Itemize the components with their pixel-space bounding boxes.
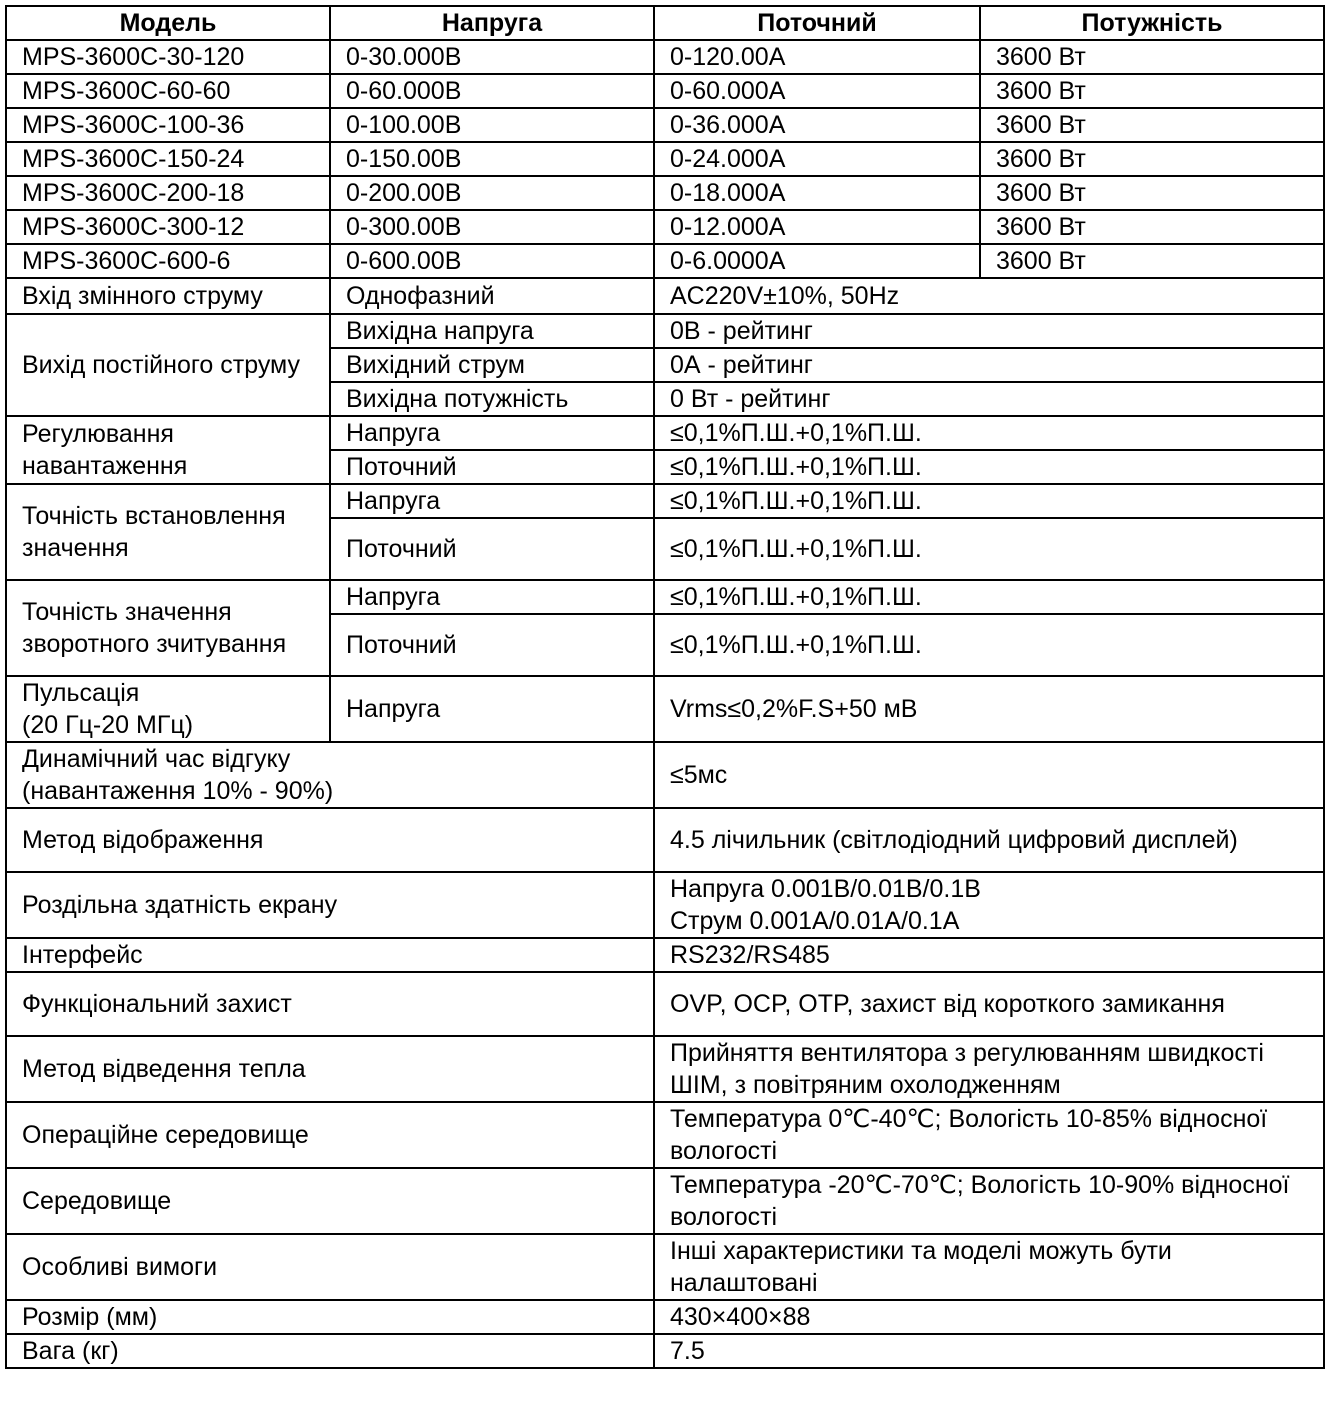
load-regulation-value: ≤0,1%П.Ш.+0,1%П.Ш.	[654, 450, 1324, 484]
model-row	[6, 108, 1324, 142]
load-regulation-label: Регулювання навантаження	[6, 416, 330, 484]
size-label: Розмір (мм)	[6, 1300, 654, 1334]
storage-env-label: Середовище	[6, 1168, 654, 1234]
size-value: 430×400×88	[654, 1300, 1324, 1334]
model-voltage: 0-60.000В	[330, 74, 654, 108]
cooling-value: Прийняття вентилятора з регулюванням швидкості ШІМ, з повітряним охолодженням	[654, 1036, 1324, 1102]
load-regulation-param: Напруга	[330, 416, 654, 450]
set-accuracy-row	[6, 484, 1324, 518]
weight-label: Вага (кг)	[6, 1334, 654, 1368]
dc-output-value: 0В - рейтинг	[654, 314, 1324, 348]
model-current: 0-18.000А	[654, 176, 980, 210]
display-resolution-row	[6, 872, 1324, 938]
dc-output-row	[6, 314, 1324, 348]
model-name: MPS-3600C-60-60	[6, 74, 330, 108]
readback-accuracy-label: Точність значення зворотного зчитування	[6, 580, 330, 676]
model-power: 3600 Вт	[980, 74, 1324, 108]
header-voltage: Напруга	[330, 6, 654, 40]
storage-env-row	[6, 1168, 1324, 1234]
model-current: 0-24.000А	[654, 142, 980, 176]
interface-value: RS232/RS485	[654, 938, 1324, 972]
model-current: 0-6.0000А	[654, 244, 980, 278]
ac-input-row	[6, 278, 1324, 314]
display-resolution-voltage: Напруга 0.001В/0.01В/0.1В	[670, 875, 981, 903]
response-time-label	[6, 742, 654, 808]
storage-env-value: Температура -20℃-70℃; Вологість 10-90% відносної вологості	[654, 1168, 1324, 1234]
display-method-value: 4.5 лічильник (світлодіодний цифровий дисплей)	[654, 808, 1324, 872]
size-row	[6, 1300, 1324, 1334]
dc-output-param: Вихідна потужність	[330, 382, 654, 416]
model-row	[6, 210, 1324, 244]
model-current: 0-12.000А	[654, 210, 980, 244]
ripple-label-line1: Пульсація	[22, 679, 140, 707]
display-resolution-current: Струм 0.001А/0.01А/0.1А	[670, 907, 960, 935]
model-voltage: 0-150.00В	[330, 142, 654, 176]
spec-table	[5, 5, 1325, 1369]
ripple-row	[6, 676, 1324, 742]
display-resolution-label: Роздільна здатність екрану	[6, 872, 654, 938]
model-current: 0-120.00А	[654, 40, 980, 74]
model-row	[6, 40, 1324, 74]
response-time-label-line1: Динамічний час відгуку	[22, 745, 291, 773]
weight-value: 7.5	[654, 1334, 1324, 1368]
interface-row	[6, 938, 1324, 972]
load-regulation-value: ≤0,1%П.Ш.+0,1%П.Ш.	[654, 416, 1324, 450]
model-name: MPS-3600C-300-12	[6, 210, 330, 244]
model-name: MPS-3600C-200-18	[6, 176, 330, 210]
header-current: Поточний	[654, 6, 980, 40]
model-current: 0-60.000А	[654, 74, 980, 108]
ac-input-label: Вхід змінного струму	[6, 278, 330, 314]
load-regulation-row	[6, 416, 1324, 450]
model-name: MPS-3600C-30-120	[6, 40, 330, 74]
set-accuracy-value: ≤0,1%П.Ш.+0,1%П.Ш.	[654, 518, 1324, 580]
ripple-label	[6, 676, 330, 742]
operating-env-label: Операційне середовище	[6, 1102, 654, 1168]
model-power: 3600 Вт	[980, 108, 1324, 142]
model-power: 3600 Вт	[980, 210, 1324, 244]
readback-accuracy-param: Напруга	[330, 580, 654, 614]
model-voltage: 0-600.00В	[330, 244, 654, 278]
protection-label: Функціональний захист	[6, 972, 654, 1036]
response-time-label-line2: (навантаження 10% - 90%)	[22, 777, 334, 805]
model-voltage: 0-300.00В	[330, 210, 654, 244]
cooling-row	[6, 1036, 1324, 1102]
special-value: Інші характеристики та моделі можуть бути налаштовані	[654, 1234, 1324, 1300]
dc-output-label: Вихід постійного струму	[6, 314, 330, 416]
dc-output-value: 0А - рейтинг	[654, 348, 1324, 382]
weight-row	[6, 1334, 1324, 1368]
dc-output-value: 0 Вт - рейтинг	[654, 382, 1324, 416]
dc-output-param: Вихідна напруга	[330, 314, 654, 348]
response-time-value: ≤5мс	[654, 742, 1324, 808]
model-power: 3600 Вт	[980, 142, 1324, 176]
model-name: MPS-3600C-100-36	[6, 108, 330, 142]
protection-value: OVP, OCP, OTP, захист від короткого замикання	[654, 972, 1324, 1036]
special-label: Особливі вимоги	[6, 1234, 654, 1300]
model-current: 0-36.000А	[654, 108, 980, 142]
response-time-row	[6, 742, 1324, 808]
cooling-label: Метод відведення тепла	[6, 1036, 654, 1102]
set-accuracy-label: Точність встановлення значення	[6, 484, 330, 580]
ripple-label-line2: (20 Гц-20 МГц)	[22, 711, 194, 739]
model-voltage: 0-30.000В	[330, 40, 654, 74]
model-power: 3600 Вт	[980, 176, 1324, 210]
model-name: MPS-3600C-150-24	[6, 142, 330, 176]
ac-input-type: Однофазний	[330, 278, 654, 314]
model-row	[6, 176, 1324, 210]
readback-accuracy-param: Поточний	[330, 614, 654, 676]
operating-env-row	[6, 1102, 1324, 1168]
header-row	[6, 6, 1324, 40]
readback-accuracy-value: ≤0,1%П.Ш.+0,1%П.Ш.	[654, 614, 1324, 676]
model-row	[6, 244, 1324, 278]
display-method-label: Метод відображення	[6, 808, 654, 872]
model-power: 3600 Вт	[980, 244, 1324, 278]
header-model: Модель	[6, 6, 330, 40]
model-row	[6, 142, 1324, 176]
load-regulation-param: Поточний	[330, 450, 654, 484]
model-name: MPS-3600C-600-6	[6, 244, 330, 278]
model-voltage: 0-100.00В	[330, 108, 654, 142]
set-accuracy-param: Поточний	[330, 518, 654, 580]
set-accuracy-param: Напруга	[330, 484, 654, 518]
ac-input-value: AC220V±10%, 50Hz	[654, 278, 1324, 314]
operating-env-value: Температура 0℃-40℃; Вологість 10-85% відносної вологості	[654, 1102, 1324, 1168]
interface-label: Інтерфейс	[6, 938, 654, 972]
dc-output-param: Вихідний струм	[330, 348, 654, 382]
display-method-row	[6, 808, 1324, 872]
header-power: Потужність	[980, 6, 1324, 40]
ripple-param: Напруга	[330, 676, 654, 742]
ripple-value: Vrms≤0,2%F.S+50 мВ	[654, 676, 1324, 742]
set-accuracy-value: ≤0,1%П.Ш.+0,1%П.Ш.	[654, 484, 1324, 518]
readback-accuracy-row	[6, 580, 1324, 614]
model-voltage: 0-200.00В	[330, 176, 654, 210]
display-resolution-value	[654, 872, 1324, 938]
readback-accuracy-value: ≤0,1%П.Ш.+0,1%П.Ш.	[654, 580, 1324, 614]
special-row	[6, 1234, 1324, 1300]
protection-row	[6, 972, 1324, 1036]
model-power: 3600 Вт	[980, 40, 1324, 74]
model-row	[6, 74, 1324, 108]
